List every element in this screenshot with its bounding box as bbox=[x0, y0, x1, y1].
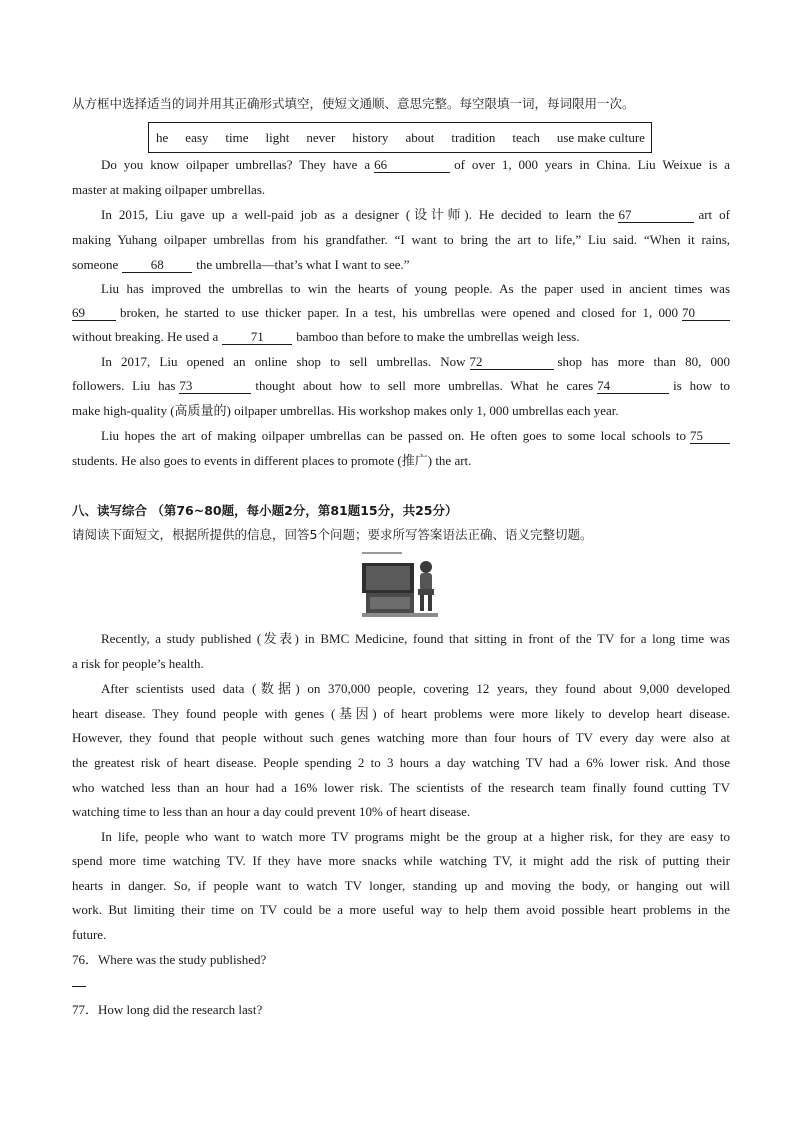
cloze-line bbox=[101, 427, 730, 445]
word-option: tradition bbox=[451, 129, 496, 145]
reading-line: future. bbox=[72, 927, 107, 942]
blank-75: 75 bbox=[690, 428, 730, 444]
cloze-line: Liu has improved the umbrellas to win the hearts of young people. As the paper used in ancient times was bbox=[101, 281, 730, 296]
reading-line: However, they found that people without such genes watching more than four hours of TV every day were also at bbox=[72, 730, 730, 745]
blank-73: 73 bbox=[179, 378, 251, 394]
question-77: 77．How long did the research last? bbox=[72, 1002, 263, 1017]
word-option: he bbox=[156, 129, 169, 145]
reading-line: watching time to less than an hour a day could prevent 10% of heart disease. bbox=[72, 804, 471, 819]
word-option: about bbox=[405, 129, 435, 145]
blank-70: 70 bbox=[682, 305, 730, 321]
reading-line: work. But limiting their time on TV could be a more useful way to help them avoid possible heart problems in the bbox=[72, 902, 730, 917]
cloze-line bbox=[72, 328, 730, 346]
blank-71: 71 bbox=[222, 329, 292, 345]
cloze-line: students. He also goes to events in different places to promote (推广) the art. bbox=[72, 453, 472, 468]
blank-67: 67 bbox=[618, 207, 694, 223]
cloze-line bbox=[101, 156, 730, 174]
reading-line: After scientists used data (数据) on 370,000 people, covering 12 years, they found about 9,000 developed bbox=[101, 681, 730, 696]
cloze-line bbox=[72, 304, 730, 322]
text-run: bamboo than before to make the umbrellas weigh less. bbox=[296, 329, 580, 344]
text-run: Do you know oilpaper umbrellas? They have a bbox=[101, 157, 371, 172]
text-run: shop has more than 80, 000 bbox=[557, 354, 731, 369]
text-run: without breaking. He used a bbox=[72, 329, 219, 344]
reading-line: a risk for people’s health. bbox=[72, 656, 204, 671]
reading-line: Recently, a study published (发表) in BMC Medicine, found that sitting in front of the TV for a long time was bbox=[101, 631, 730, 646]
blank-66: 66 bbox=[374, 157, 450, 173]
cloze-line: master at making oilpaper umbrellas. bbox=[72, 182, 266, 197]
word-option: light bbox=[265, 129, 290, 145]
word-option: never bbox=[306, 129, 336, 145]
reading-line: hearts in danger. So, if people want to watch TV longer, standing up and moving the body, or hanging out will bbox=[72, 878, 730, 893]
word-option: easy bbox=[185, 129, 209, 145]
text-run: broken, he started to use thicker paper. In a test, his umbrellas were opened and closed for 1, 000 bbox=[120, 305, 678, 320]
cloze-line bbox=[72, 256, 730, 274]
blank-74: 74 bbox=[597, 378, 669, 394]
text-run: the umbrella—that’s what I want to see.” bbox=[196, 257, 410, 272]
cloze-line: making Yuhang oilpaper umbrellas from his grandfather. “I want to bring the art to life,” Liu said. “When it rains, bbox=[72, 232, 730, 247]
reading-line: the greatest risk of heart disease. People spending 2 to 3 hours a day watching TV had a 6% lower risk. And those bbox=[72, 755, 730, 770]
text-run: is how to bbox=[673, 378, 731, 393]
text-run: In 2017, Liu opened an online shop to sell umbrellas. Now bbox=[101, 354, 466, 369]
text-run: of over 1, 000 years in China. Liu Weixue is a bbox=[454, 157, 730, 172]
answer-line[interactable] bbox=[72, 986, 86, 987]
cloze-line bbox=[72, 377, 730, 395]
section-instruction: 请阅读下面短文，根据所提供的信息，回答5个问题；要求所写答案语法正确、语义完整切题。 bbox=[72, 527, 593, 542]
blank-72: 72 bbox=[470, 354, 554, 370]
text-run: Liu hopes the art of making oilpaper umbrellas can be passed on. He often goes to some local schools to bbox=[101, 428, 686, 443]
section-title: 八、读写综合 （第76~80题，每小题2分，第81题15分，共25分） bbox=[72, 503, 458, 518]
word-option: history bbox=[352, 129, 389, 145]
reading-line: heart disease. They found people with genes (基因) of heart problems were more likely to develop heart disease. bbox=[72, 706, 730, 721]
text-run: someone bbox=[72, 257, 119, 272]
text-run: followers. Liu has bbox=[72, 378, 176, 393]
tv-watching-illustration bbox=[360, 551, 440, 619]
question-76: 76．Where was the study published? bbox=[72, 952, 267, 967]
reading-line: who watched less than an hour had a 16% lower risk. The scientists of the research team finally found cutting TV bbox=[72, 780, 730, 795]
reading-line: In life, people who want to watch more TV programs might be the group at a higher risk, for they are easy to bbox=[101, 829, 730, 844]
cloze-line bbox=[101, 353, 730, 371]
word-option: teach bbox=[512, 129, 540, 145]
text-run: In 2015, Liu gave up a well-paid job as a designer (设计师). He decided to learn the bbox=[101, 207, 615, 222]
reading-line: spend more time watching TV. If they have more snacks while watching TV, it might add the risk of putting their bbox=[72, 853, 730, 868]
word-option: time bbox=[225, 129, 249, 145]
blank-69: 69 bbox=[72, 305, 116, 321]
word-option: use make culture bbox=[556, 129, 645, 145]
blank-68: 68 bbox=[122, 257, 192, 273]
word-box bbox=[148, 122, 652, 153]
text-run: thought about how to sell more umbrellas. What he cares bbox=[255, 378, 594, 393]
cloze-instruction: 从方框中选择适当的词并用其正确形式填空，使短文通顺、意思完整。每空限填一词，每词限用一次。 bbox=[72, 96, 635, 111]
cloze-line bbox=[101, 206, 730, 224]
text-run: art of bbox=[698, 207, 731, 222]
cloze-line: make high-quality (高质量的) oilpaper umbrellas. His workshop makes only 1, 000 umbrellas each year. bbox=[72, 403, 619, 418]
